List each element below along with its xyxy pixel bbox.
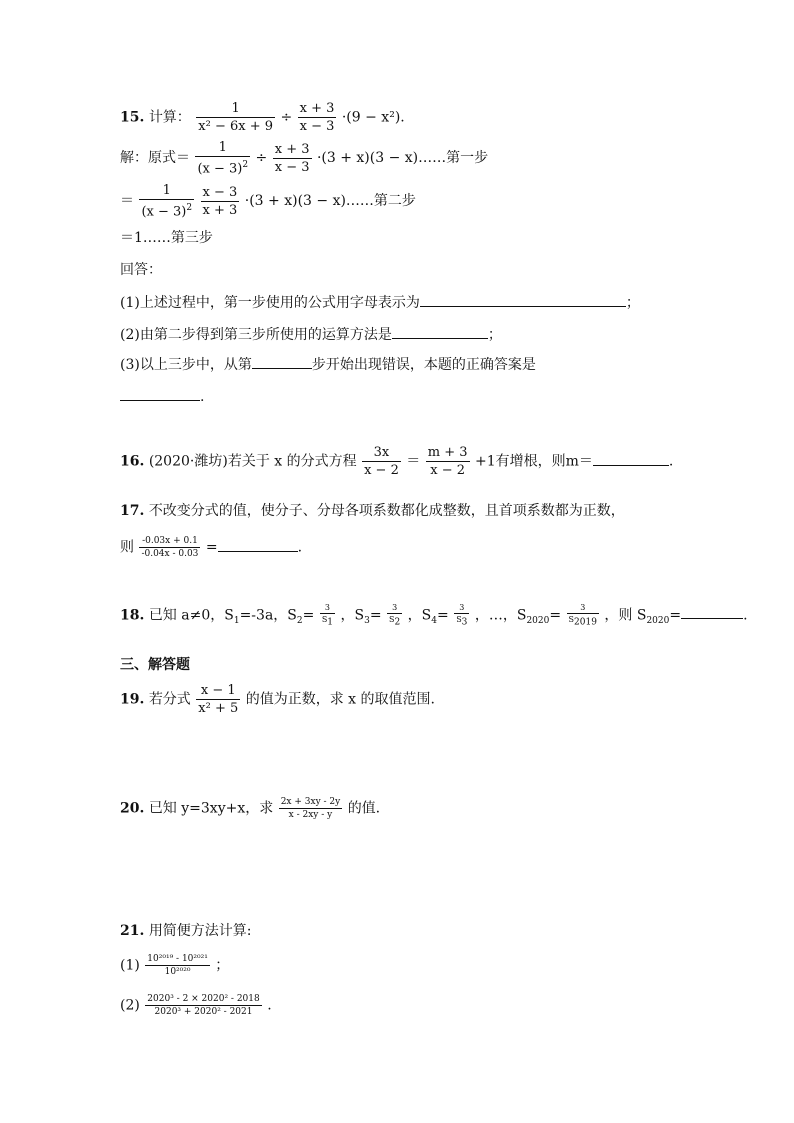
q15-part-3: (3)以上三步中，从第 步开始出现错误，本题的正确答案是 [120, 357, 536, 373]
q18-statement: 18. 已知 a≠0，$S_1=-3a$，$S_2=$ $\frac{3}{S_1}$ ，$S_3=$ $\frac{3}{S_2}$ ，$S_4=$ $\frac{3}{S_3}$ ，…，$S_{2020}=$ $\frac{3}{S_{2019}}$ ，则 $S_{2020}=$ . [120, 603, 748, 628]
q15-step1-fraction-1: $\frac{1}{(x - 3)^2}$ [197, 140, 249, 177]
q18-fraction-s4: $\frac{3}{S_3}$ [456, 603, 468, 628]
q15-step-1: 解：原式＝ $\frac{1}{(x - 3)^2}$ ÷ $\frac{x + 3}{x - 3}$ ·(3 + x)(3 − x)……第一步 [120, 140, 489, 177]
q15-step-3: ＝1……第三步 [120, 230, 213, 246]
q15-number: 15. [120, 109, 145, 126]
q17-expression: 则 $\frac{-0.03x + 0.1}{-0.04x - 0.03}$ = . [120, 536, 303, 559]
q15-answer-label: 回答： [120, 262, 162, 278]
q18-blank[interactable] [681, 606, 743, 619]
q15-tail: ·(9 − x²). [341, 109, 405, 126]
q18-fraction-s2020: $\frac{3}{S_{2019}}$ [568, 603, 597, 628]
q17-statement: 17. 不改变分式的值，使分子、分母各项系数都化成整数，且首项系数都为正数， [120, 503, 625, 519]
q20-fraction: $\frac{2x + 3xy - 2y}{x - 2xy - y}$ [280, 797, 341, 820]
q20-number: 20. [120, 800, 145, 817]
q15-part3-blank-answer[interactable] [120, 388, 200, 401]
q15-part1-blank[interactable] [420, 294, 626, 307]
q17-fraction: $\frac{-0.03x + 0.1}{-0.04x - 0.03}$ [141, 536, 199, 559]
q15-div-sign: ÷ [280, 109, 293, 126]
q15-solution-prefix: 解：原式＝ [120, 150, 190, 167]
q17-number: 17. [120, 503, 145, 519]
q15-part-2: (2)由第二步得到第三步所使用的运算方法是 ； [120, 327, 502, 343]
q15-step2-fraction-1: $\frac{1}{(x - 3)^2}$ [141, 183, 193, 220]
q18-fraction-s3: $\frac{3}{S_2}$ [389, 603, 401, 628]
q16-fraction-1: $\frac{3x}{x - 2}$ [364, 445, 399, 478]
q15-part2-blank[interactable] [392, 326, 488, 339]
q21-number: 21. [120, 923, 145, 939]
section-3-title: 三、解答题 [120, 657, 190, 673]
q15-statement [120, 101, 405, 134]
q19-number: 19. [120, 691, 145, 708]
q15-fraction-2: $\frac{x + 3}{x - 3}$ [299, 101, 335, 134]
q17-blank[interactable] [218, 539, 298, 552]
q21-statement: 21. 用简便方法计算: [120, 923, 252, 939]
q16-statement: 16. (2020·潍坊)若关于 x 的分式方程 $\frac{3x}{x - 2}$ ＝ $\frac{m + 3}{x - 2}$ +1有增根，则m＝ . [120, 445, 674, 478]
q20-statement: 20. 已知 y=3xy+x，求 $\frac{2x + 3xy - 2y}{x - 2xy - y}$ 的值. [120, 797, 381, 820]
q16-blank[interactable] [593, 453, 669, 466]
q15-part-3-answer: . [120, 388, 204, 404]
q15-label: 计算： [148, 109, 191, 126]
q15-part3-blank-step[interactable] [252, 356, 312, 369]
q19-fraction: $\frac{x - 1}{\text{x² + 5}}$ [198, 683, 239, 716]
q21-part2-fraction: $\frac{\text{2020³ - 2 × 2020² - 2018}}{\text{2020³ + 2020² - 2021}}$ [147, 994, 260, 1017]
q15-step2-fraction-2: $\frac{x - 3}{x + 3}$ [202, 184, 238, 218]
q21-part-1: (1) $\frac{\text{10²⁰¹⁹ - 10²⁰²¹}}{\text{10²⁰²⁰}}$ ； [120, 954, 230, 977]
q15-part-1: (1)上述过程中，第一步使用的公式用字母表示为 ； [120, 295, 640, 311]
q16-fraction-2: $\frac{m + 3}{x - 2}$ [427, 445, 468, 478]
q21-part-2: (2) $\frac{\text{2020³ - 2 × 2020² - 2018}}{\text{2020³ + 2020² - 2021}}$ . [120, 994, 272, 1017]
q19-statement: 19. 若分式 $\frac{x - 1}{\text{x² + 5}}$ 的值为正数，求 x 的取值范围. [120, 683, 435, 716]
q15-step1-tail: ·(3 + x)(3 − x)……第一步 [316, 150, 489, 167]
q15-step2-tail: ·(3 + x)(3 − x)……第二步 [244, 193, 416, 210]
q15-fraction-1: $\frac{1}{\text{x² − 6x + 9}}$ [198, 101, 273, 134]
q16-number: 16. [120, 453, 145, 470]
q21-part1-fraction: $\frac{\text{10²⁰¹⁹ - 10²⁰²¹}}{\text{10²⁰²⁰}}$ [147, 954, 208, 977]
q15-step-2: ＝ $\frac{1}{(x - 3)^2}$ $\frac{x - 3}{x + 3}$ ·(3 + x)(3 − x)……第二步 [120, 183, 416, 220]
q15-step1-fraction-2: $\frac{x + 3}{x - 3}$ [274, 141, 310, 175]
q18-fraction-s2: $\frac{3}{S_1}$ [321, 603, 334, 628]
q18-number: 18. [120, 607, 145, 624]
